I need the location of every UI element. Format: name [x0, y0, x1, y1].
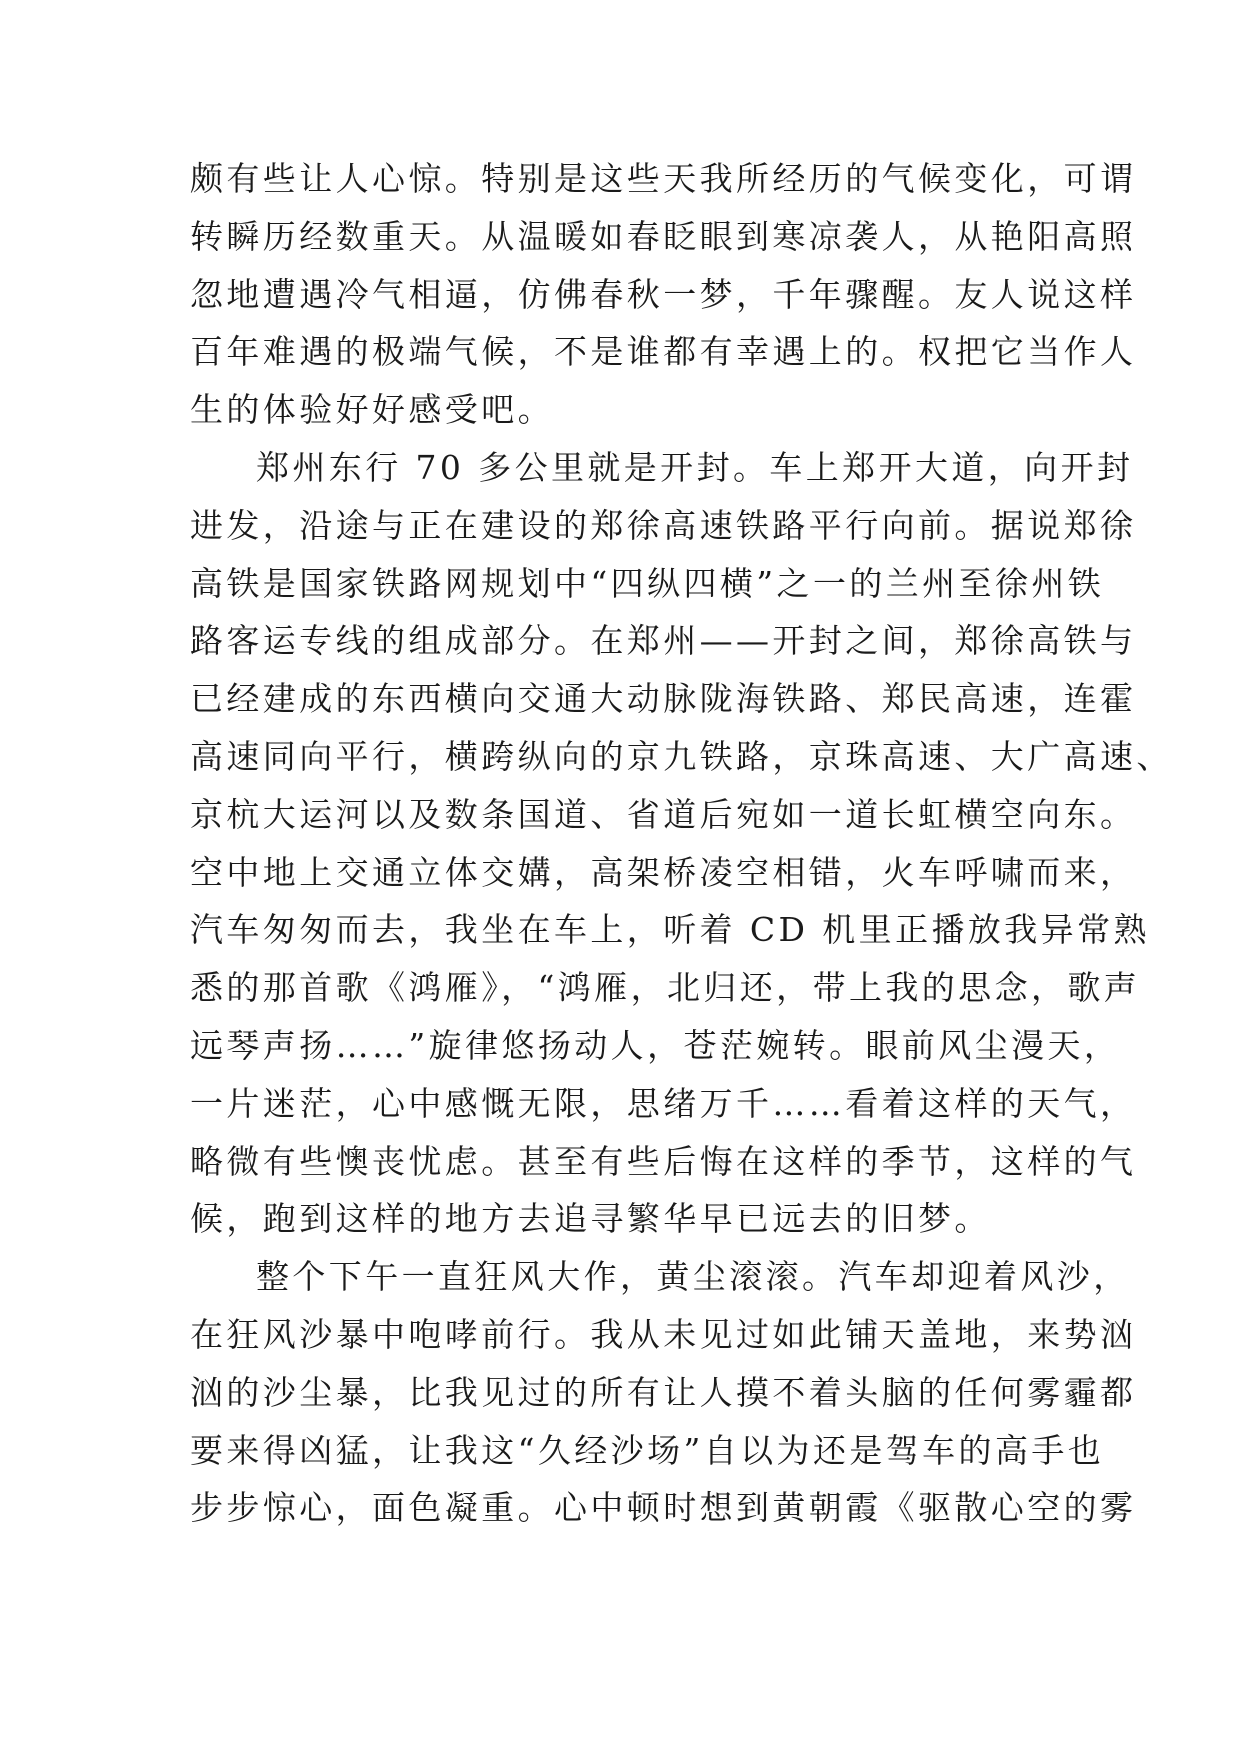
text-line: 高铁是国家铁路网规划中“四纵四横”之一的兰州至徐州铁 — [190, 563, 1105, 603]
text-line: 远琴声扬……”旋律悠扬动人，苍茫婉转。眼前风尘漫天， — [190, 1025, 1121, 1065]
text-line: 要来得凶猛，让我这“久经沙场”自以为还是驾车的高手也 — [190, 1430, 1105, 1470]
text-line: 进发，沿途与正在建设的郑徐高速铁路平行向前。据说郑徐 — [190, 505, 1137, 545]
text-line: 一片迷茫，心中感慨无限，思绪万千……看着这样的天气， — [190, 1083, 1137, 1123]
text-line: 略微有些懊丧忧虑。甚至有些后悔在这样的季节，这样的气 — [190, 1141, 1137, 1181]
text-line: 京杭大运河以及数条国道、省道后宛如一道长虹横空向东。 — [190, 794, 1137, 834]
text-line: 在狂风沙暴中咆哮前行。我从未见过如此铺天盖地，来势汹 — [190, 1314, 1137, 1354]
paragraph-start-line: 整个下午一直狂风大作，黄尘滚滚。汽车却迎着风沙， — [256, 1257, 1130, 1297]
text-line: 汹的沙尘暴，比我见过的所有让人摸不着头脑的任何雾霾都 — [190, 1372, 1137, 1412]
text-line: 高速同向平行，横跨纵向的京九铁路，京珠高速、大广高速、 — [190, 736, 1173, 776]
text-line: 已经建成的东西横向交通大动脉陇海铁路、郑民高速，连霍 — [190, 679, 1137, 719]
text-line: 路客运专线的组成部分。在郑州——开封之间，郑徐高铁与 — [190, 621, 1137, 661]
text-line: 百年难遇的极端气候，不是谁都有幸遇上的。权把它当作人 — [190, 332, 1137, 372]
text-line: 生的体验好好感受吧。 — [190, 390, 554, 430]
body-text — [190, 150, 1173, 1537]
text-line: 转瞬历经数重天。从温暖如春眨眼到寒凉袭人，从艳阳高照 — [190, 216, 1137, 256]
text-line: 空中地上交通立体交媾，高架桥凌空相错，火车呼啸而来， — [190, 852, 1137, 892]
text-line: 悉的那首歌《鸿雁》，“鸿雁，北归还，带上我的思念，歌声 — [190, 968, 1141, 1008]
paragraph-start-line: 郑州东行 70 多公里就是开封。车上郑开大道，向开封 — [256, 447, 1134, 487]
text-line: 颇有些让人心惊。特别是这些天我所经历的气候变化，可谓 — [190, 159, 1137, 198]
text-line: 步步惊心，面色凝重。心中顿时想到黄朝霞《驱散心空的雾 — [190, 1488, 1137, 1528]
text-line: 汽车匆匆而去，我坐在车上，听着 CD 机里正播放我异常熟 — [190, 910, 1150, 950]
text-line: 忽地遭遇冷气相逼，仿佛春秋一梦，千年骤醒。友人说这样 — [190, 274, 1137, 314]
text-line: 候，跑到这样的地方去追寻繁华早已远去的旧梦。 — [190, 1199, 991, 1239]
